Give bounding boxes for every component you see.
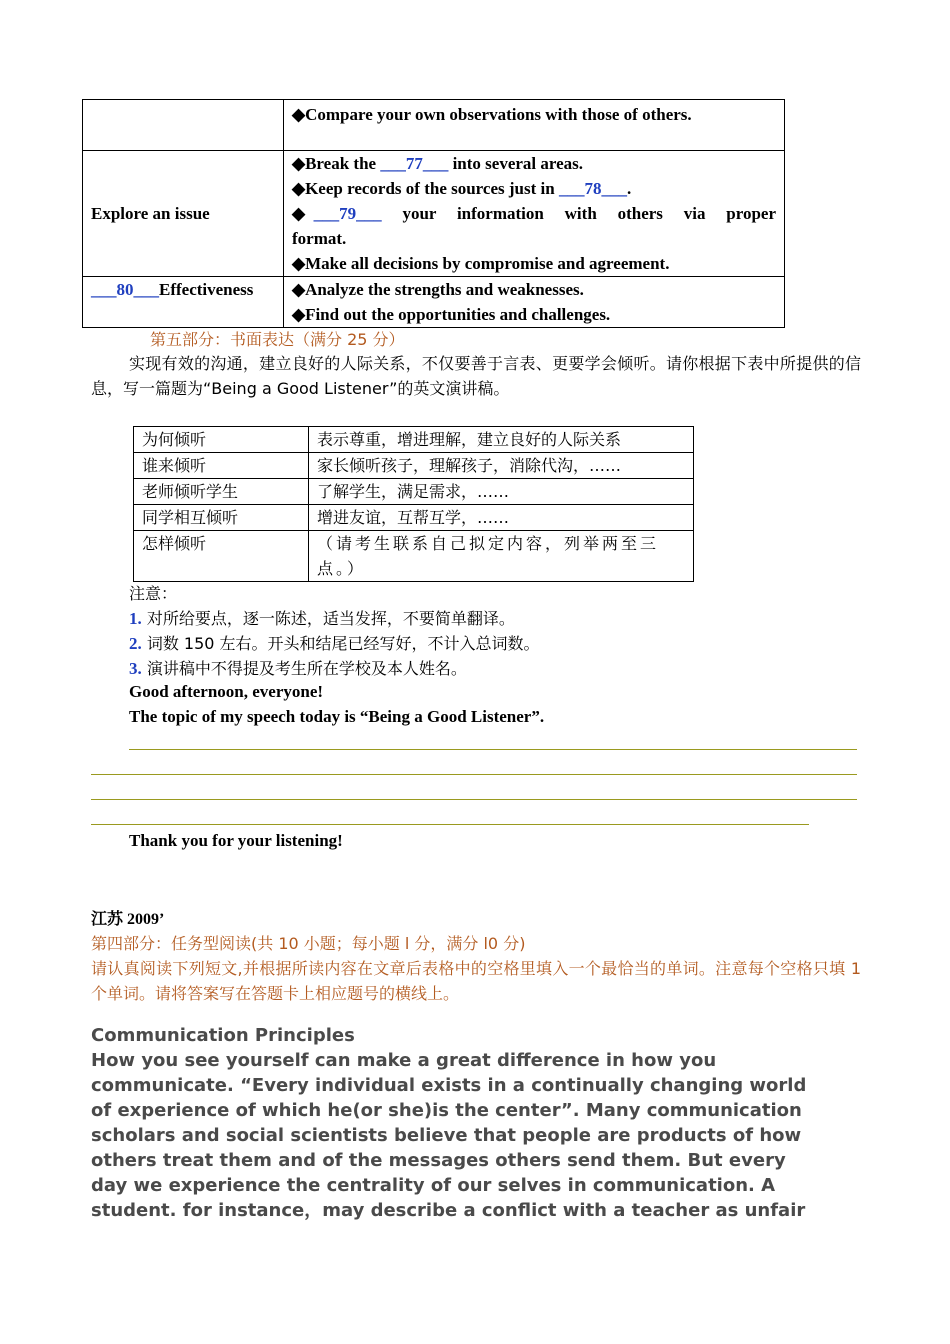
note-item: 2. 词数 150 左右。开头和结尾已经写好，不计入总词数。 (129, 634, 540, 653)
note-item: 1. 对所给要点，逐一陈述，适当发挥，不要简单翻译。 (129, 609, 515, 628)
diamond-bullet-icon: ◆ (292, 179, 306, 198)
passage-line: of experience of which he(or she)is the center”. Many communication (91, 1100, 802, 1121)
diamond-bullet-icon: ◆ (292, 280, 306, 299)
blank-79[interactable]: 79 (339, 204, 357, 223)
outline-key: 同学相互倾听 (134, 505, 309, 531)
outline-key: 怎样倾听 (134, 531, 309, 582)
outline-value: 了解学生，满足需求，…… (309, 479, 694, 505)
row-label: ___80___Effectiveness (83, 277, 284, 328)
passage-line: student. for instance，may describe a conflict with a teacher as unfair (91, 1200, 806, 1221)
table-cell: ◆Break the ___77___ into several areas. ◆Keep records of the sources just in ___78___. ◆___79___ your information with others via proper format. ◆Make all decisions by compromise and agreement. (284, 151, 785, 277)
part5-intro: 实现有效的沟通，建立良好的人际关系，不仅要善于言表、更要学会倾听。请你根据下表中所提供的信息，写一篇题为“Being a Good Listener”的英文演讲稿。 (91, 354, 861, 398)
speech-closing: Thank you for your listening! (129, 831, 343, 850)
outline-value: 家长倾听孩子，理解孩子，消除代沟，…… (309, 453, 694, 479)
outline-value: 表示尊重，增进理解，建立良好的人际关系 (309, 427, 694, 453)
passage-title: Communication Principles (91, 1025, 355, 1046)
passage-line: scholars and social scientists believe that people are products of how (91, 1125, 802, 1146)
outline-table (133, 426, 694, 582)
diamond-bullet-icon: ◆ (292, 204, 314, 223)
blank-80[interactable]: 80 (116, 280, 134, 299)
diamond-bullet-icon: ◆ (292, 305, 306, 324)
diamond-bullet-icon: ◆ (292, 154, 306, 173)
answer-line[interactable] (91, 774, 857, 775)
blank-78[interactable]: 78 (584, 179, 602, 198)
outline-key: 为何倾听 (134, 427, 309, 453)
passage-line: communicate. “Every individual exists in a continually changing world (91, 1075, 807, 1096)
passage-line: How you see yourself can make a great difference in how you (91, 1050, 717, 1071)
part4-instruction: 请认真阅读下列短文,并根据所读内容在文章后表格中的空格里填入一个最恰当的单词。注意每个空格只填 1 个单词。请将答案写在答题卡上相应题号的横线上。 (91, 959, 861, 1003)
answer-line[interactable] (91, 799, 857, 800)
task-table (82, 99, 785, 328)
outline-value: 增进友谊，互帮互学，…… (309, 505, 694, 531)
answer-line[interactable] (129, 749, 857, 750)
part4-heading: 第四部分：任务型阅读(共 10 小题；每小题 l 分，满分 l0 分) (91, 934, 526, 953)
table-cell: ◆Compare your own observations with those of others. (284, 100, 785, 151)
passage-body (91, 1048, 871, 1223)
speech-topic: The topic of my speech today is “Being a Good Listener”. (129, 707, 545, 726)
outline-key: 老师倾听学生 (134, 479, 309, 505)
source-label: 江苏 2009’ (91, 911, 165, 928)
table-cell-empty (83, 100, 284, 151)
table-cell: ◆Analyze the strengths and weaknesses. ◆Find out the opportunities and challenges. (284, 277, 785, 328)
speech-greeting: Good afternoon, everyone! (129, 682, 324, 701)
passage-line: day we experience the centrality of our selves in communication. A (91, 1175, 776, 1196)
passage-line: others treat them and of the messages others send them. But every (91, 1150, 786, 1171)
diamond-bullet-icon: ◆ (292, 254, 306, 273)
notes-title: 注意： (129, 584, 178, 603)
answer-line[interactable] (91, 824, 809, 825)
part5-heading: 第五部分：书面表达（满分 25 分） (150, 330, 405, 349)
outline-key: 谁来倾听 (134, 453, 309, 479)
note-item: 3. 演讲稿中不得提及考生所在学校及本人姓名。 (129, 659, 467, 678)
diamond-bullet-icon: ◆ (292, 105, 306, 124)
row-label: Explore an issue (83, 151, 284, 277)
outline-value: （请考生联系自己拟定内容，列举两至三点。） (309, 531, 694, 582)
blank-77[interactable]: 77 (405, 154, 423, 173)
